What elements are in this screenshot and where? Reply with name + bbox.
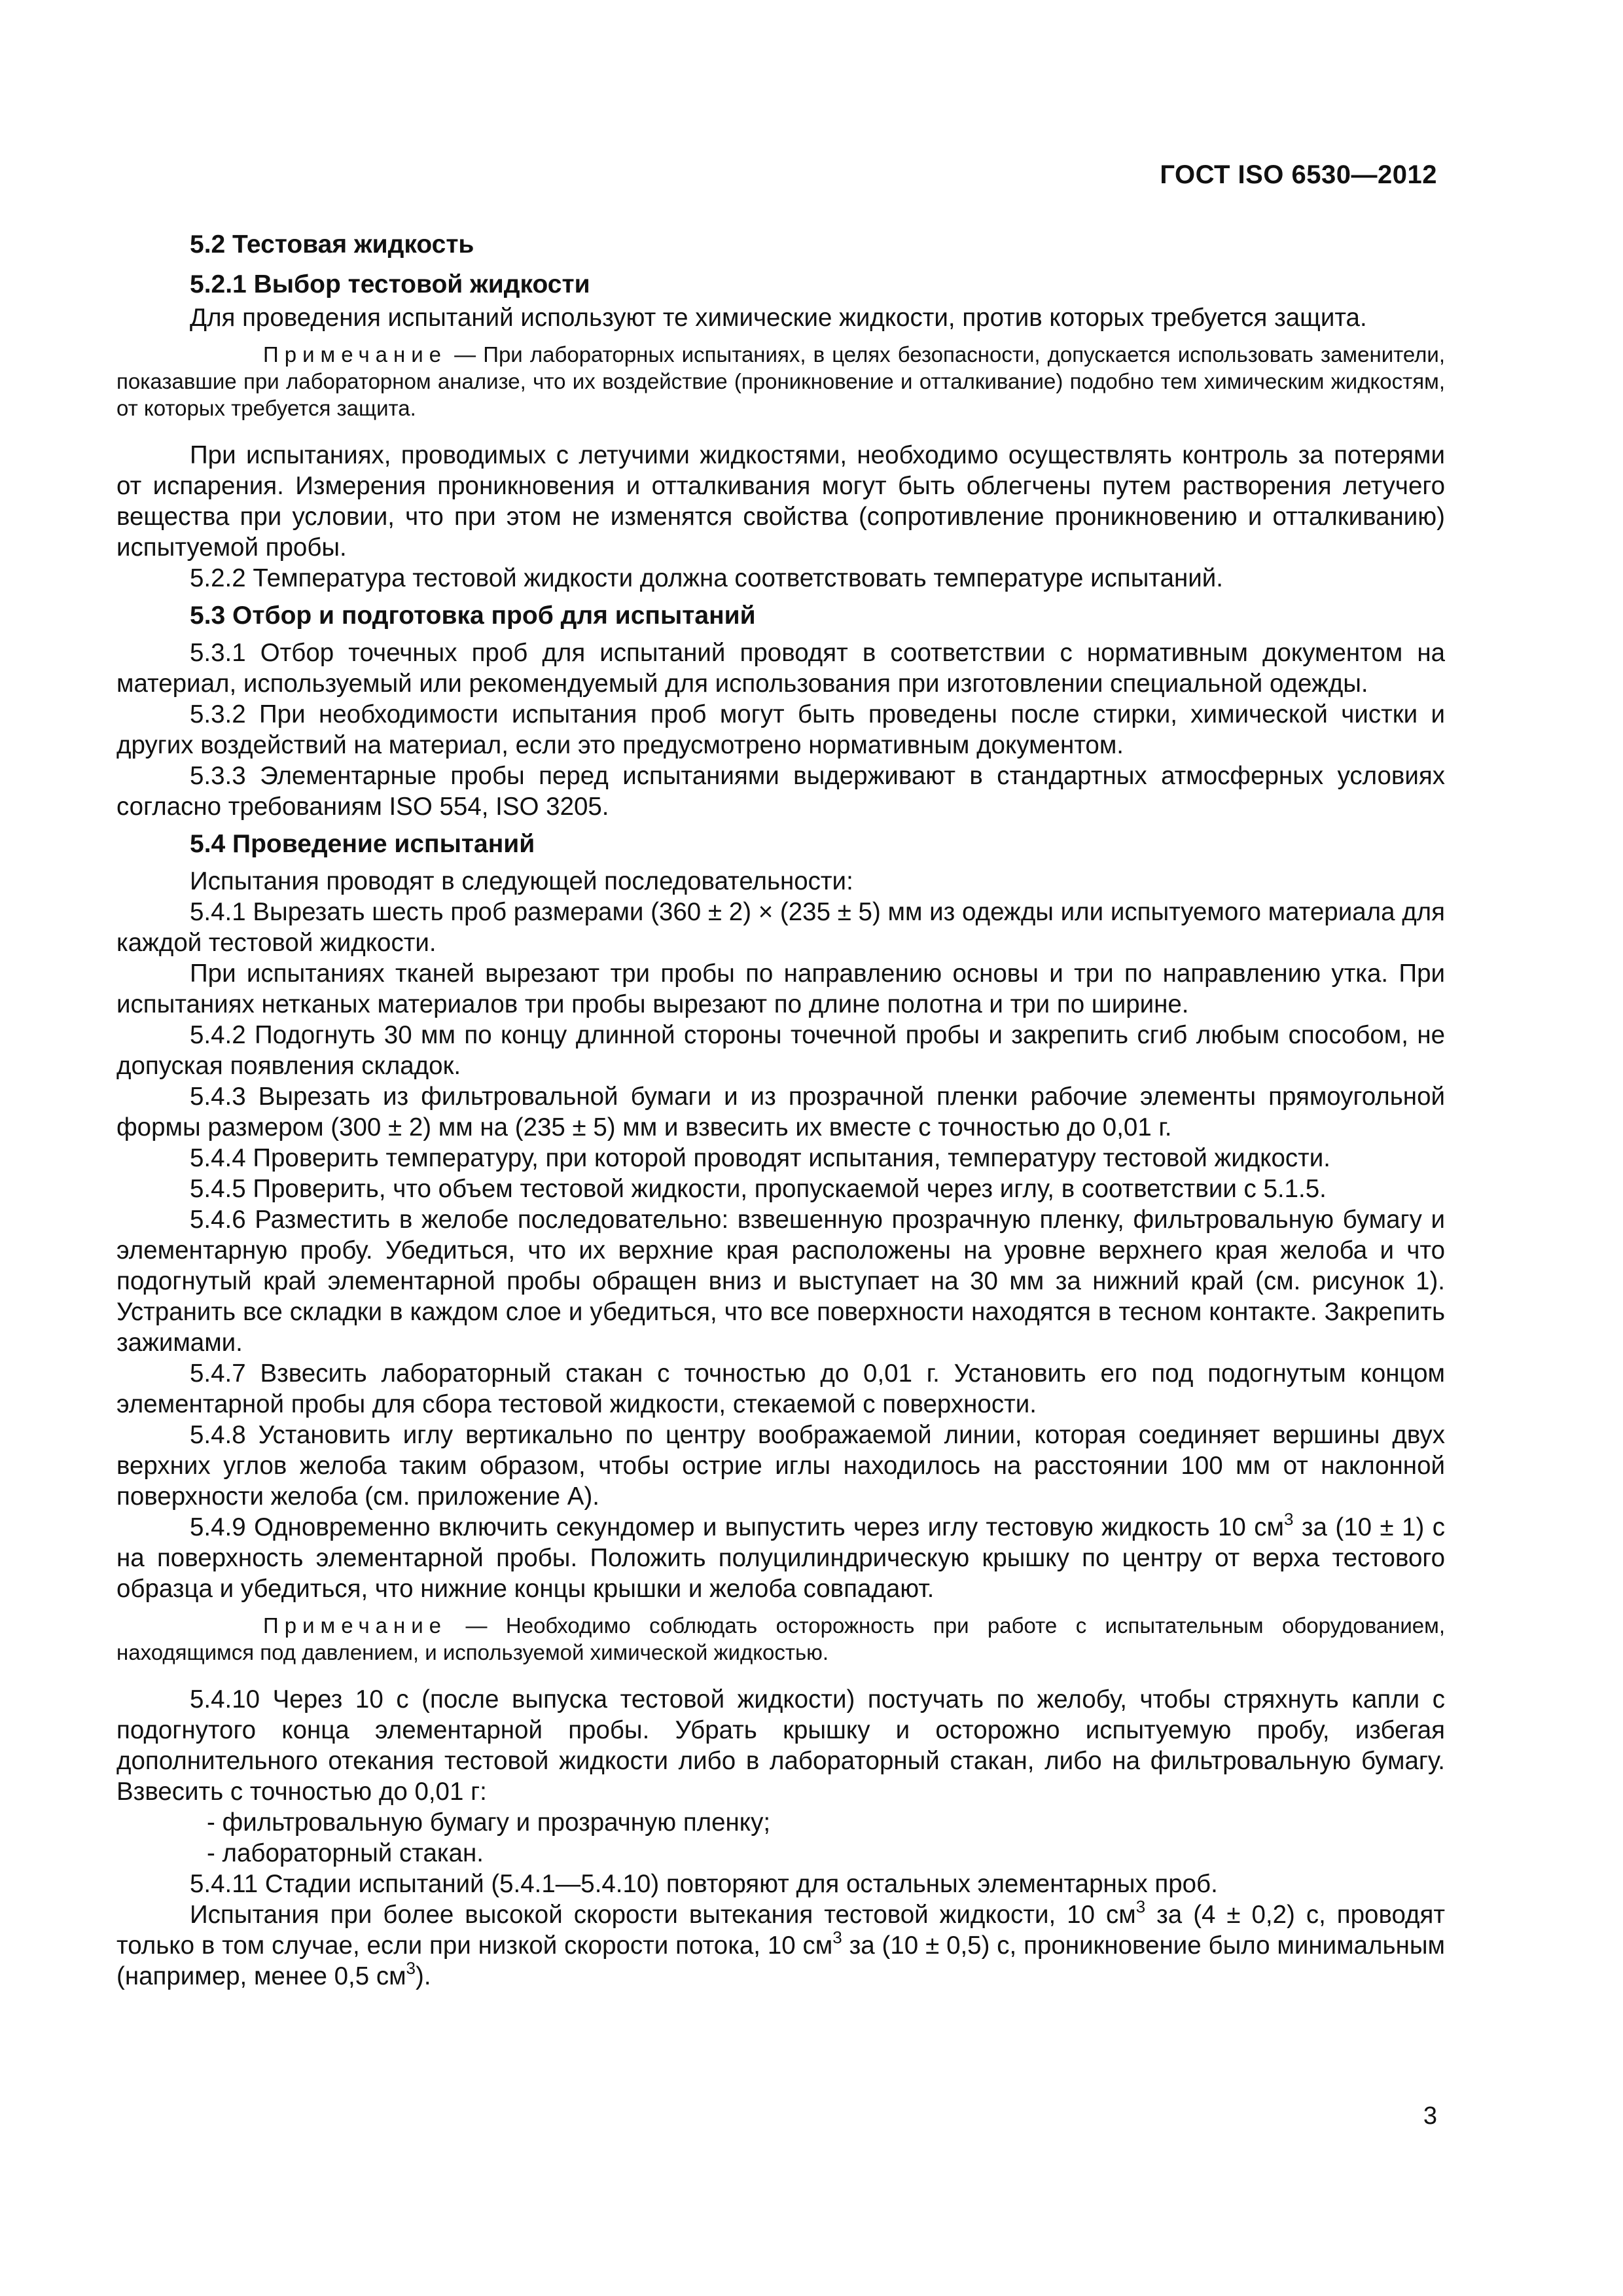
text-5-4-9-b: за (10 ± 1) с на поверхность элементарной пробы. Положить полуцилиндрическую крышку по центру от верха тестового образца и убедиться, что нижние концы крышки и желоба совпадают. <box>116 1513 1445 1603</box>
paragraph-5-4-5: 5.4.5 Проверить, что объем тестовой жидкости, пропускаемой через иглу, в соответствии с 5.1.5. <box>190 1175 1327 1203</box>
paragraph-5-4-4: 5.4.4 Проверить температуру, при которой проводят испытания, температуру тестовой жидкости. <box>190 1144 1331 1172</box>
note-text: — При лабораторных испытаниях, в целях безопасности, допускается использовать заменители, показавшие при лабораторном анализе, что их воздействие (проникновение и отталкивание) подобно тем химическим жидкостям, от которых требуется защита. <box>116 342 1445 420</box>
section-heading-5-2: 5.2 Тестовая жидкость <box>190 230 474 259</box>
paragraph-5-4-9 <box>116 1509 1445 1604</box>
document-body <box>116 223 1445 1992</box>
text-5-4-9-a: 5.4.9 Одновременно включить секундомер и выпустить через иглу тестовую жидкость 10 см <box>190 1513 1284 1541</box>
paragraph-5-4-3: 5.4.3 Вырезать из фильтровальной бумаги и из прозрачной пленки рабочие элементы прямоугольной формы размером (300 ± 2) мм на (235 ± 5) мм и взвесить их вместе с точностью до 0,01 г. <box>116 1083 1445 1141</box>
note-label: Примечание <box>263 1613 448 1638</box>
text-final-c: за (10 ± 0,5) с, проникновение было минимальным (например, менее 0,5 см <box>116 1931 1445 1990</box>
superscript: 3 <box>406 1958 416 1979</box>
list-item: - фильтровальную бумагу и прозрачную пленку; <box>207 1808 771 1837</box>
paragraph-5-3-3: 5.3.3 Элементарные пробы перед испытаниями выдерживают в стандартных атмосферных условиях согласно требованиям ISO 554, ISO 3205. <box>116 762 1445 821</box>
paragraph-5-4-2: 5.4.2 Подогнуть 30 мм по концу длинной стороны точечной пробы и закрепить сгиб любым способом, не допуская появления складок. <box>116 1021 1445 1080</box>
list-item: - лабораторный стакан. <box>207 1839 484 1867</box>
paragraph-5-3-2: 5.3.2 При необходимости испытания проб могут быть проведены после стирки, химической чистки и других воздействий на материал, если это предусмотрено нормативным документом. <box>116 700 1445 759</box>
text-final-b: за (4 ± 0,2) с, проводят только в том случае, если при низкой скорости потока, 10 см <box>116 1901 1445 1960</box>
section-heading-5-4: 5.4 Проведение испытаний <box>190 830 535 858</box>
paragraph-5-4-6: 5.4.6 Разместить в желобе последовательно: взвешенную прозрачную пленку, фильтровальную бумагу и элементарную пробу. Убедиться, что их верхние края расположены на уровне верхнего края желоба и что подогнутый край элементарной пробы обращен вниз и выступает на 30 мм за нижний край (см. рисунок 1). Устранить все складки в каждом слое и убедиться, что все поверхности находятся в тесном контакте. Закрепить зажимами. <box>116 1206 1445 1357</box>
superscript: 3 <box>1135 1897 1146 1917</box>
paragraph-5-4-8: 5.4.8 Установить иглу вертикально по центру воображаемой линии, которая соединяет вершины двух верхних углов желоба таким образом, чтобы острие иглы находилось на расстоянии 100 мм от наклонной поверхности желоба (см. приложение А). <box>116 1421 1445 1511</box>
superscript: 3 <box>832 1928 842 1948</box>
subsection-heading-5-2-1: 5.2.1 Выбор тестовой жидкости <box>190 270 590 298</box>
note-text: — Необходимо соблюдать осторожность при работе с испытательным оборудованием, находящимся под давлением, и используемой химической жидкостью. <box>116 1613 1446 1664</box>
note-2 <box>116 1612 1445 1666</box>
paragraph-final <box>116 1899 1445 1992</box>
paragraph-5-4-1: 5.4.1 Вырезать шесть проб размерами (360 ± 2) × (235 ± 5) мм из одежды или испытуемого материала для каждой тестовой жидкости. <box>116 898 1445 957</box>
note-1 <box>116 341 1445 422</box>
paragraph-5-2-2: 5.2.2 Температура тестовой жидкости должна соответствовать температуре испытаний. <box>190 564 1223 592</box>
text-final-a: Испытания при более высокой скорости вытекания тестовой жидкости, 10 см <box>190 1901 1136 1929</box>
paragraph-5-4-10: 5.4.10 Через 10 с (после выпуска тестовой жидкости) постучать по желобу, чтобы стряхнуть капли с подогнутого конца элементарной пробы. Убрать крышку и осторожно испытуемую пробу, избегая дополнительного отекания тестовой жидкости либо в лабораторный стакан, либо на фильтровальную бумагу. Взвесить с точностью до 0,01 г: <box>116 1685 1445 1806</box>
paragraph-5-4-7: 5.4.7 Взвесить лабораторный стакан с точностью до 0,01 г. Установить его под подогнутым концом элементарной пробы для сбора тестовой жидкости, стекаемой с поверхности. <box>116 1359 1445 1418</box>
paragraph-5-4-1b: При испытаниях тканей вырезают три пробы по направлению основы и три по направлению утка. При испытаниях нетканых материалов три пробы вырезают по длине полотна и три по ширине. <box>116 960 1445 1018</box>
page-number: 3 <box>1423 2102 1437 2130</box>
note-label: Примечание <box>263 342 448 367</box>
paragraph-volatile: При испытаниях, проводимых с летучими жидкостями, необходимо осуществлять контроль за потерями от испарения. Измерения проникновения и отталкивания могут быть облегчены путем растворения летучего вещества при условии, что при этом не изменятся свойства (сопротивление проникновению и отталкиванию) испытуемой пробы. <box>116 441 1445 562</box>
document-header: ГОСТ ISO 6530—2012 <box>1160 160 1437 189</box>
paragraph-5-2-1: Для проведения испытаний используют те химические жидкости, против которых требуется защита. <box>190 304 1367 332</box>
paragraph-5-4-11: 5.4.11 Стадии испытаний (5.4.1—5.4.10) повторяют для остальных элементарных проб. <box>190 1870 1218 1898</box>
text-final-d: ). <box>416 1962 431 1990</box>
superscript: 3 <box>1283 1509 1294 1530</box>
paragraph-intro: Испытания проводят в следующей последовательности: <box>190 867 853 895</box>
paragraph-5-3-1: 5.3.1 Отбор точечных проб для испытаний проводят в соответствии с нормативным документом на материал, используемый или рекомендуемый для использования при изготовлении специальной одежды. <box>116 639 1445 698</box>
section-heading-5-3: 5.3 Отбор и подготовка проб для испытаний <box>190 601 756 630</box>
